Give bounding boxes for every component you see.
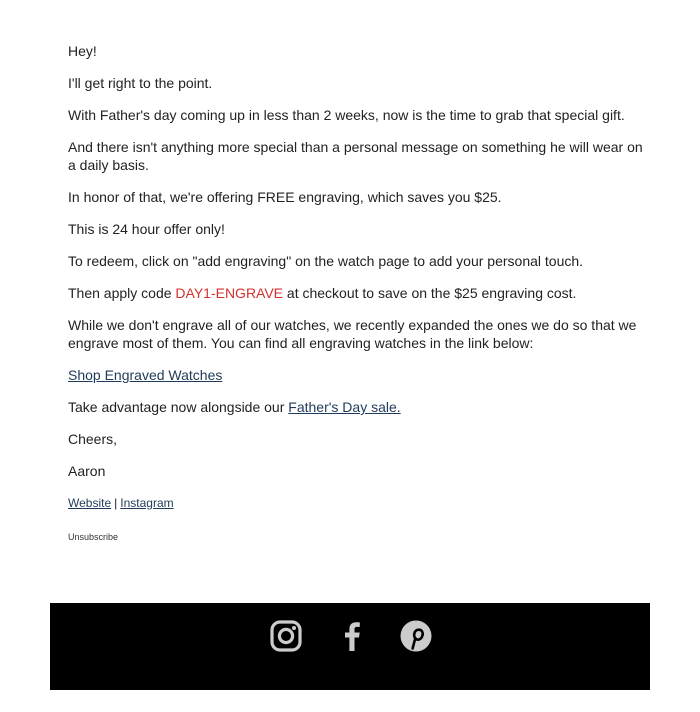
instagram-icon[interactable] — [269, 619, 303, 653]
sale-prefix: Take advantage now alongside our — [68, 399, 289, 415]
unsubscribe-link[interactable]: Unsubscribe — [68, 532, 119, 542]
shop-link-paragraph — [68, 366, 648, 384]
offer-duration-text: This is 24 hour offer only! — [68, 221, 225, 237]
greeting: Hey! — [68, 43, 97, 59]
website-link[interactable]: Website — [68, 496, 112, 510]
instagram-link[interactable]: Instagram — [120, 496, 174, 510]
sale-paragraph — [68, 398, 648, 416]
engrave-info-text: While we don't engrave all of our watches, we recently expanded the ones we do so that we engrave most of them. You can find all engraving watches in the link below: — [68, 317, 637, 351]
promo-code: DAY1-ENGRAVE — [175, 285, 284, 301]
fathers-day-text: With Father's day coming up in less than 2 weeks, now is the time to grab that special gift. — [68, 107, 625, 123]
facebook-icon[interactable] — [335, 619, 369, 653]
redeem-text: To redeem, click on "add engraving" on the watch page to add your personal touch. — [68, 253, 584, 269]
pinterest-icon[interactable] — [399, 619, 433, 653]
signature-name: Aaron — [68, 463, 106, 479]
closing-text: Cheers, — [68, 431, 118, 447]
offer-text: In honor of that, we're offering FREE engraving, which saves you $25. — [68, 189, 502, 205]
signature-links — [68, 494, 648, 512]
email-body — [68, 42, 648, 546]
fathers-day-sale-link[interactable]: Father's Day sale. — [288, 399, 401, 415]
apply-code-suffix: at checkout to save on the $25 engraving cost. — [283, 285, 577, 301]
special-message-text: And there isn't anything more special than a personal message on something he will wear on a daily basis. — [68, 139, 643, 173]
social-footer — [50, 603, 650, 690]
apply-code-text — [68, 284, 648, 302]
intro-text: I'll get right to the point. — [68, 75, 213, 91]
apply-code-prefix: Then apply code — [68, 285, 176, 301]
link-separator: | — [114, 496, 118, 510]
shop-engraved-watches-link[interactable]: Shop Engraved Watches — [68, 367, 223, 383]
